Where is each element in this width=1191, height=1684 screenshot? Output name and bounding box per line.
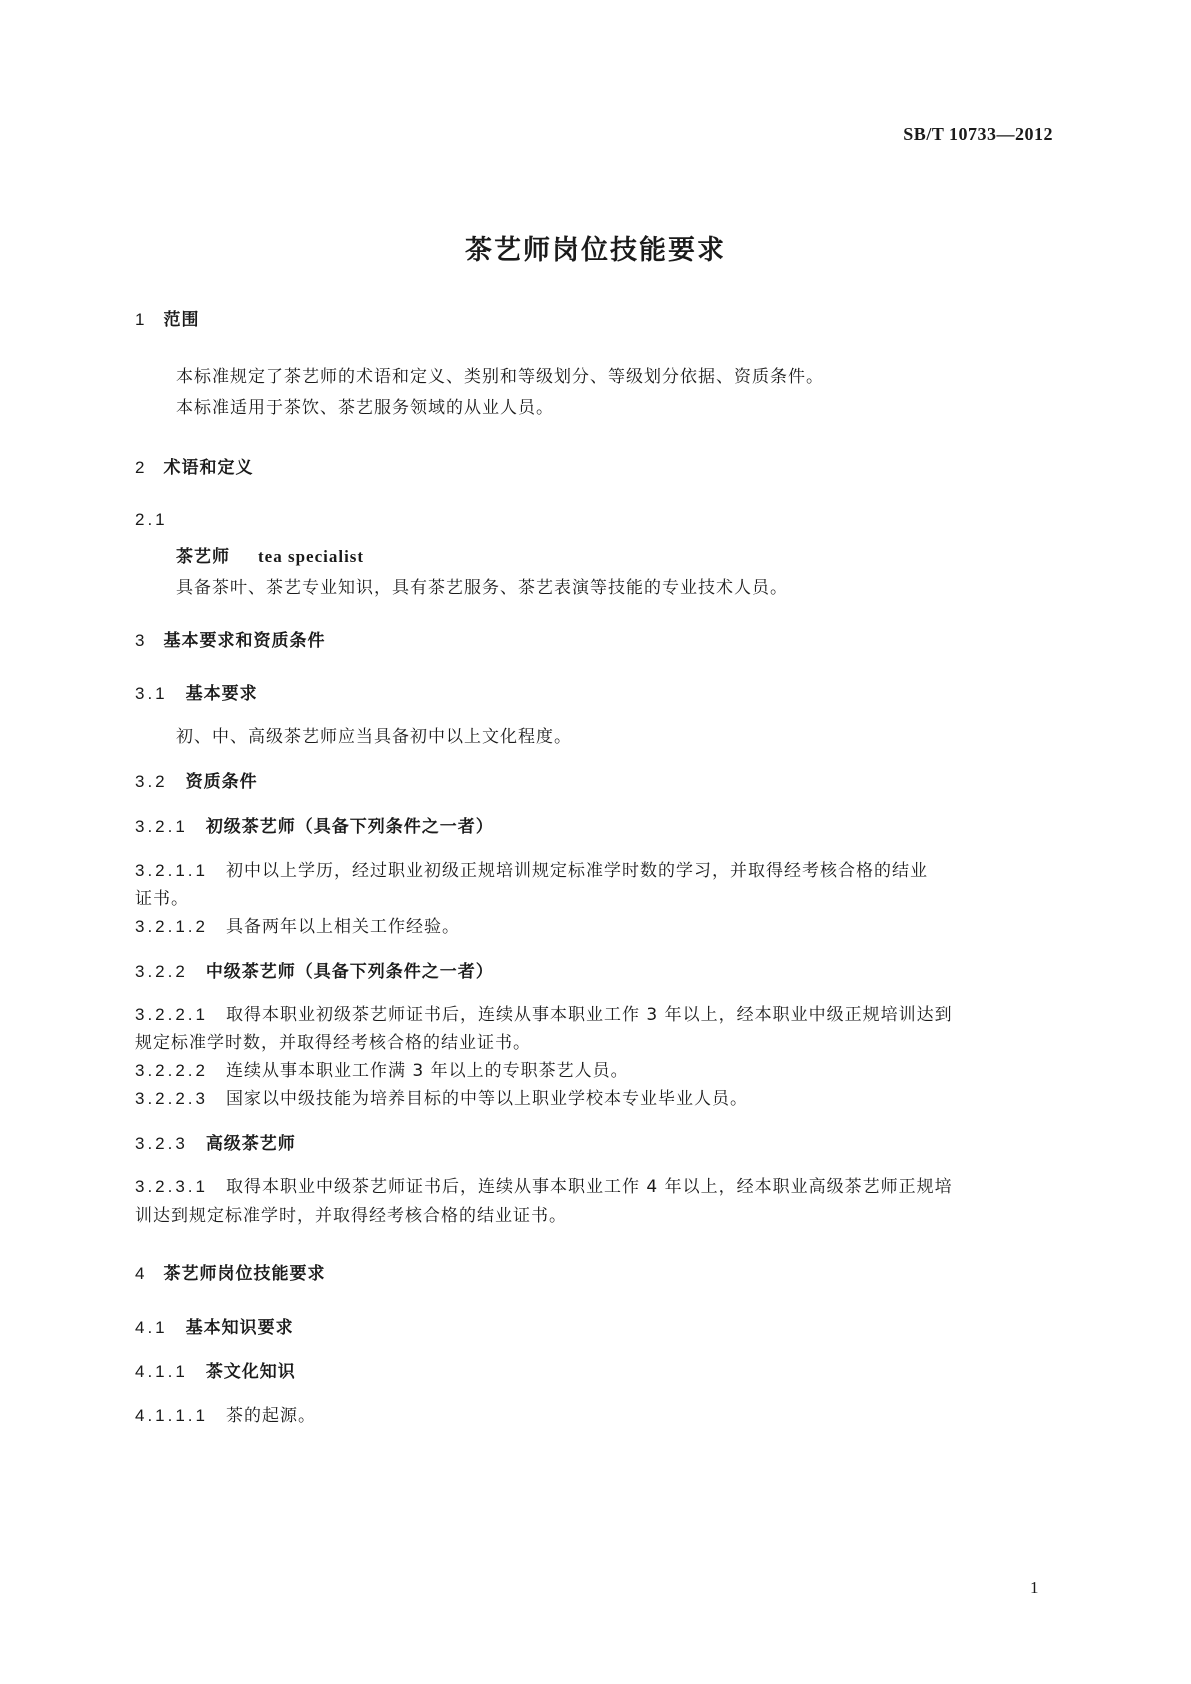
scope-paragraph-1: 本标准规定了茶艺师的术语和定义、类别和等级划分、等级划分依据、资质条件。 [176, 367, 824, 387]
section-3-1-heading: 3.1 基本要求 [135, 684, 258, 704]
clause-3-2-1-2: 3.2.1.2 具备两年以上相关工作经验。 [135, 917, 460, 937]
scope-paragraph-2: 本标准适用于茶饮、茶艺服务领域的从业人员。 [176, 398, 554, 418]
clause-3-2-1-1-line1: 3.2.1.1 初中以上学历，经过职业初级正规培训规定标准学时数的学习，并取得经考核合格的结业 [135, 861, 928, 881]
section-3-1-paragraph: 初、中、高级茶艺师应当具备初中以上文化程度。 [176, 727, 572, 747]
clause-4-1-1-1: 4.1.1.1 茶的起源。 [135, 1406, 316, 1426]
section-1-heading: 1 范围 [135, 310, 200, 330]
standard-code: SB/T 10733—2012 [903, 124, 1053, 144]
clause-3-2-2-3: 3.2.2.3 国家以中级技能为培养目标的中等以上职业学校本专业毕业人员。 [135, 1089, 748, 1109]
term-2-1-number: 2.1 [135, 510, 168, 529]
clause-3-2-3-1-line2: 训达到规定标准学时，并取得经考核合格的结业证书。 [135, 1206, 567, 1226]
clause-3-2-2-1-line2: 规定标准学时数，并取得经考核合格的结业证书。 [135, 1033, 531, 1053]
section-3-2-3-heading: 3.2.3 高级茶艺师 [135, 1134, 296, 1154]
clause-3-2-2-2: 3.2.2.2 连续从事本职业工作满 3 年以上的专职茶艺人员。 [135, 1061, 629, 1081]
clause-3-2-3-1-line1: 3.2.3.1 取得本职业中级茶艺师证书后，连续从事本职业工作 4 年以上，经本职业高级茶艺师正规培 [135, 1177, 953, 1197]
section-3-heading: 3 基本要求和资质条件 [135, 631, 326, 651]
document-title: 茶艺师岗位技能要求 [465, 235, 726, 266]
section-3-2-heading: 3.2 资质条件 [135, 772, 258, 792]
section-4-1-heading: 4.1 基本知识要求 [135, 1318, 294, 1338]
term-definition: 具备茶叶、茶艺专业知识，具有茶艺服务、茶艺表演等技能的专业技术人员。 [176, 578, 788, 598]
clause-3-2-2-1-line1: 3.2.2.1 取得本职业初级茶艺师证书后，连续从事本职业工作 3 年以上，经本职业中级正规培训达到 [135, 1005, 953, 1025]
section-2-heading: 2 术语和定义 [135, 458, 254, 478]
page-number: 1 [1030, 1578, 1039, 1597]
term-heading: 茶艺师 tea specialist [176, 547, 365, 567]
section-4-1-1-heading: 4.1.1 茶文化知识 [135, 1362, 296, 1382]
section-3-2-2-heading: 3.2.2 中级茶艺师（具备下列条件之一者） [135, 962, 494, 982]
section-3-2-1-heading: 3.2.1 初级茶艺师（具备下列条件之一者） [135, 817, 494, 837]
clause-3-2-1-1-line2: 证书。 [135, 889, 189, 909]
section-4-heading: 4 茶艺师岗位技能要求 [135, 1264, 326, 1284]
